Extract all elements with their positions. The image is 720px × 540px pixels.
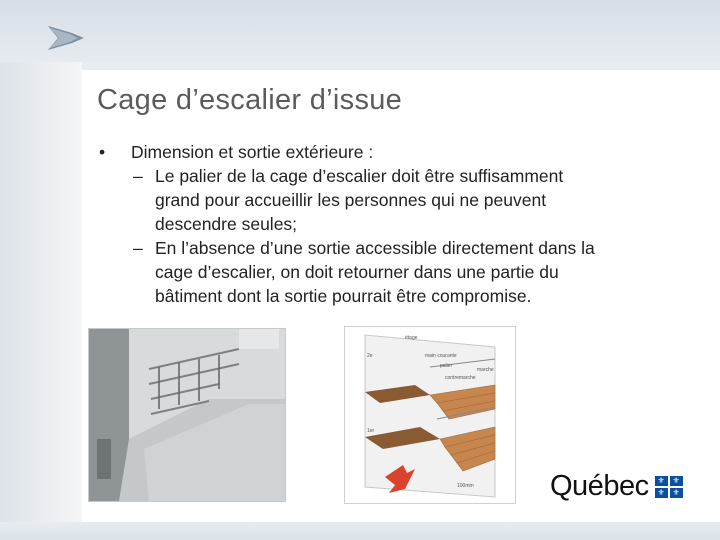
sub-bullet-text bbox=[155, 236, 595, 308]
fleur-de-lis-icon: ⚜ bbox=[655, 488, 668, 498]
left-margin-band bbox=[0, 62, 82, 540]
diagram-label-floor-1: 1er bbox=[367, 428, 375, 434]
diagram-label-landing: palier bbox=[440, 363, 453, 369]
bullet-text: Dimension et sortie extérieure : bbox=[131, 142, 374, 162]
dash-marker: – bbox=[133, 166, 143, 186]
sub-bullet-list bbox=[95, 164, 685, 308]
sub-bullet-line: grand pour accueillir les personnes qui ne peuvent bbox=[155, 190, 547, 210]
stair-diagram bbox=[344, 326, 516, 504]
diagram-label-storey: étage bbox=[405, 335, 418, 341]
sub-bullet-line: bâtiment dont la sortie pourrait être compromise. bbox=[155, 286, 532, 306]
sub-bullet-item bbox=[95, 236, 685, 308]
diagram-label-tread: marche bbox=[477, 367, 494, 373]
sub-bullet-line: Le palier de la cage d’escalier doit être suffisamment bbox=[155, 166, 564, 186]
fleur-de-lis-flag-icon bbox=[655, 476, 683, 498]
dash-marker: – bbox=[133, 238, 143, 258]
bullet-marker: • bbox=[99, 142, 106, 162]
slide-body bbox=[95, 140, 685, 308]
sub-bullet-line: En l’absence d’une sortie accessible directement dans la bbox=[155, 238, 595, 258]
diagram-label-dimension: 100mm bbox=[457, 483, 474, 489]
fleur-de-lis-icon: ⚜ bbox=[670, 488, 683, 498]
bullet-item bbox=[95, 140, 685, 164]
fleur-de-lis-icon: ⚜ bbox=[655, 476, 668, 486]
diagram-label-riser: contremarche bbox=[445, 375, 476, 381]
footer-band bbox=[0, 522, 720, 540]
stairwell-photo bbox=[88, 328, 286, 502]
quebec-logo bbox=[550, 470, 683, 503]
title-strip bbox=[82, 62, 720, 70]
logo-wordmark: Québec bbox=[550, 470, 649, 502]
sub-bullet-line: descendre seules; bbox=[155, 214, 298, 234]
fleur-de-lis-icon: ⚜ bbox=[670, 476, 683, 486]
sub-bullet-item bbox=[95, 164, 685, 236]
diagram-label-floor-2: 2e bbox=[367, 353, 373, 359]
chevron-right-icon bbox=[48, 26, 84, 50]
diagram-label-handrail: main courante bbox=[425, 353, 457, 359]
slide-title: Cage d’escalier d’issue bbox=[97, 84, 403, 116]
sub-bullet-line: cage d’escalier, on doit retourner dans une partie du bbox=[155, 262, 559, 282]
header-band bbox=[0, 0, 720, 62]
sub-bullet-text bbox=[155, 164, 563, 236]
